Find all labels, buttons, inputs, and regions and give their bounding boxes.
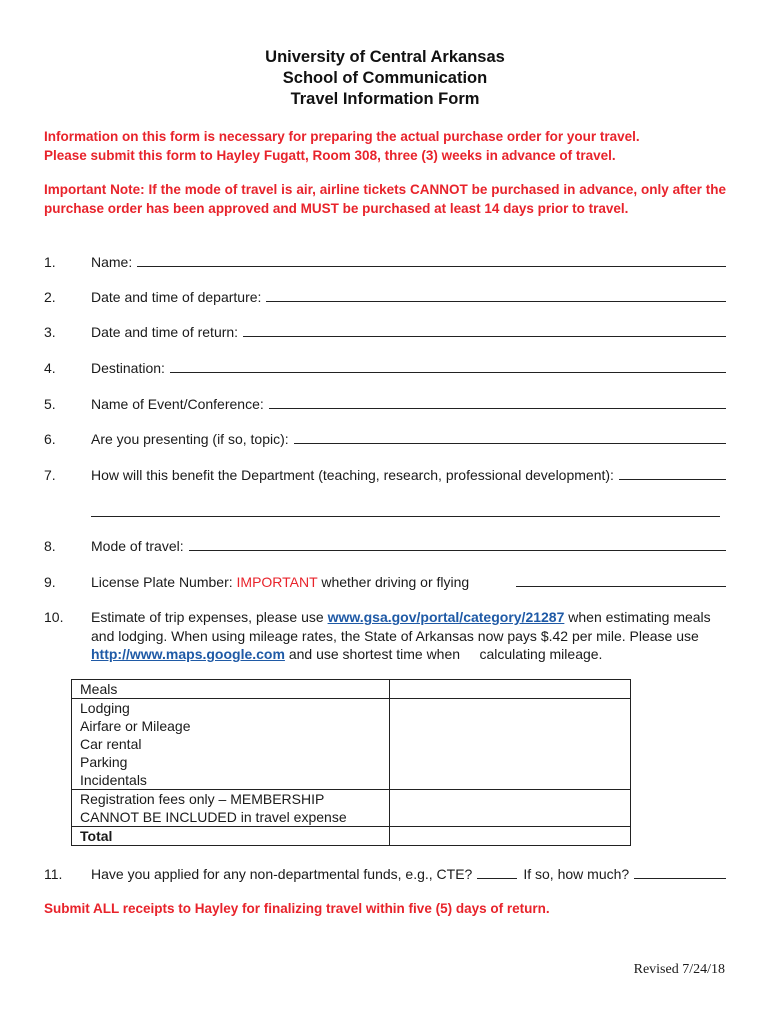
form-title: Travel Information Form [290,90,480,108]
meals-amount[interactable] [390,680,631,699]
registration-label-2: CANNOT BE INCLUDED in travel expense [80,809,347,825]
car-rental-label: Car rental [80,736,142,752]
license-field[interactable] [516,572,726,587]
presenting-label: Are you presenting (if so, topic): [91,431,289,447]
expense-table [71,679,631,846]
departure-field[interactable] [266,287,726,302]
destination-label: Destination: [91,360,165,376]
item-number: 4. [44,360,56,376]
item-benefit [44,465,726,485]
item-number: 6. [44,431,56,447]
important-note: Important Note: If the mode of travel is air, airline tickets CANNOT be purchased in advance, only after the purchase order has been approved and MUST be purchased at least 14 days prior to travel. [44,182,726,216]
item-number: 9. [44,574,56,590]
item-other-funds [44,864,726,884]
receipts-notice: Submit ALL receipts to Hayley for finalizing travel within five (5) days of return. [44,901,550,916]
funds-label: Have you applied for any non-departmental funds, e.g., CTE? [91,866,473,882]
table-row [72,827,631,846]
airfare-label: Airfare or Mileage [80,718,191,734]
intro-text [44,128,726,165]
license-label: License Plate Number: IMPORTANT whether driving or flying [91,574,470,590]
total-label: Total [72,827,390,846]
item-event [44,394,726,414]
school-name: School of Communication [282,69,488,87]
item-number: 3. [44,324,56,340]
lodging-label: Lodging [80,700,130,716]
intro-line-2: Please submit this form to Hayley Fugatt, Room 308, three (3) weeks in advance of travel. [44,147,616,163]
name-label: Name: [91,254,133,270]
important-flag: IMPORTANT [236,574,318,590]
return-field[interactable] [243,322,726,337]
item-license-plate [44,572,726,592]
expense-amounts[interactable] [390,699,631,790]
intro-line-1: Information on this form is necessary for preparing the actual purchase order for your travel. [44,129,640,144]
item-return [44,322,726,342]
total-amount[interactable] [390,827,631,846]
item-number: 10. [44,609,64,625]
table-row [72,699,631,790]
benefit-label: How will this benefit the Department (teaching, research, professional development): [91,467,614,483]
item-destination [44,358,726,378]
item-mode-of-travel [44,536,726,556]
event-field[interactable] [269,394,726,409]
item-departure [44,287,726,307]
form-header [0,47,770,110]
amount-field[interactable] [634,864,726,879]
benefit-field[interactable] [619,465,726,480]
gsa-link[interactable]: www.gsa.gov/portal/category/21287 [327,609,565,625]
parking-label: Parking [80,754,128,770]
registration-label-1: Registration fees only – MEMBERSHIP [80,791,325,807]
expenses-instructions: Estimate of trip expenses, please use www.gsa.gov/portal/category/21287 when estimating meals and lodging. When using mileage rates, the State of Arkansas now pays $.42 per mile. Please use http://www.maps.google.com and use shortest time when calculating mileage. [91,609,711,662]
table-row [72,790,631,827]
item-number: 11. [44,866,63,882]
incidentals-label: Incidentals [80,772,147,788]
mode-field[interactable] [189,536,726,551]
item-presenting [44,429,726,449]
mode-label: Mode of travel: [91,538,184,554]
departure-label: Date and time of departure: [91,289,262,305]
registration-cell [72,790,390,827]
item-number: 5. [44,396,56,412]
name-field[interactable] [137,252,726,267]
amount-label: If so, how much? [523,866,630,882]
event-label: Name of Event/Conference: [91,396,264,412]
funds-field[interactable] [477,864,517,879]
registration-amount[interactable] [390,790,631,827]
item-number: 7. [44,467,56,483]
maps-link[interactable]: http://www.maps.google.com [91,646,285,662]
expense-labels [72,680,390,699]
university-name: University of Central Arkansas [265,48,505,66]
item-number: 2. [44,289,56,305]
item-name [44,252,726,272]
return-label: Date and time of return: [91,324,239,340]
presenting-field[interactable] [294,429,726,444]
item-number: 8. [44,538,56,554]
meals-label: Meals [80,681,118,697]
revision-date: Revised 7/24/18 [633,962,725,977]
destination-field[interactable] [170,358,726,373]
expense-labels-group [72,699,390,790]
table-row [72,680,631,699]
benefit-field-line-2[interactable] [91,516,720,517]
item-number: 1. [44,254,56,270]
